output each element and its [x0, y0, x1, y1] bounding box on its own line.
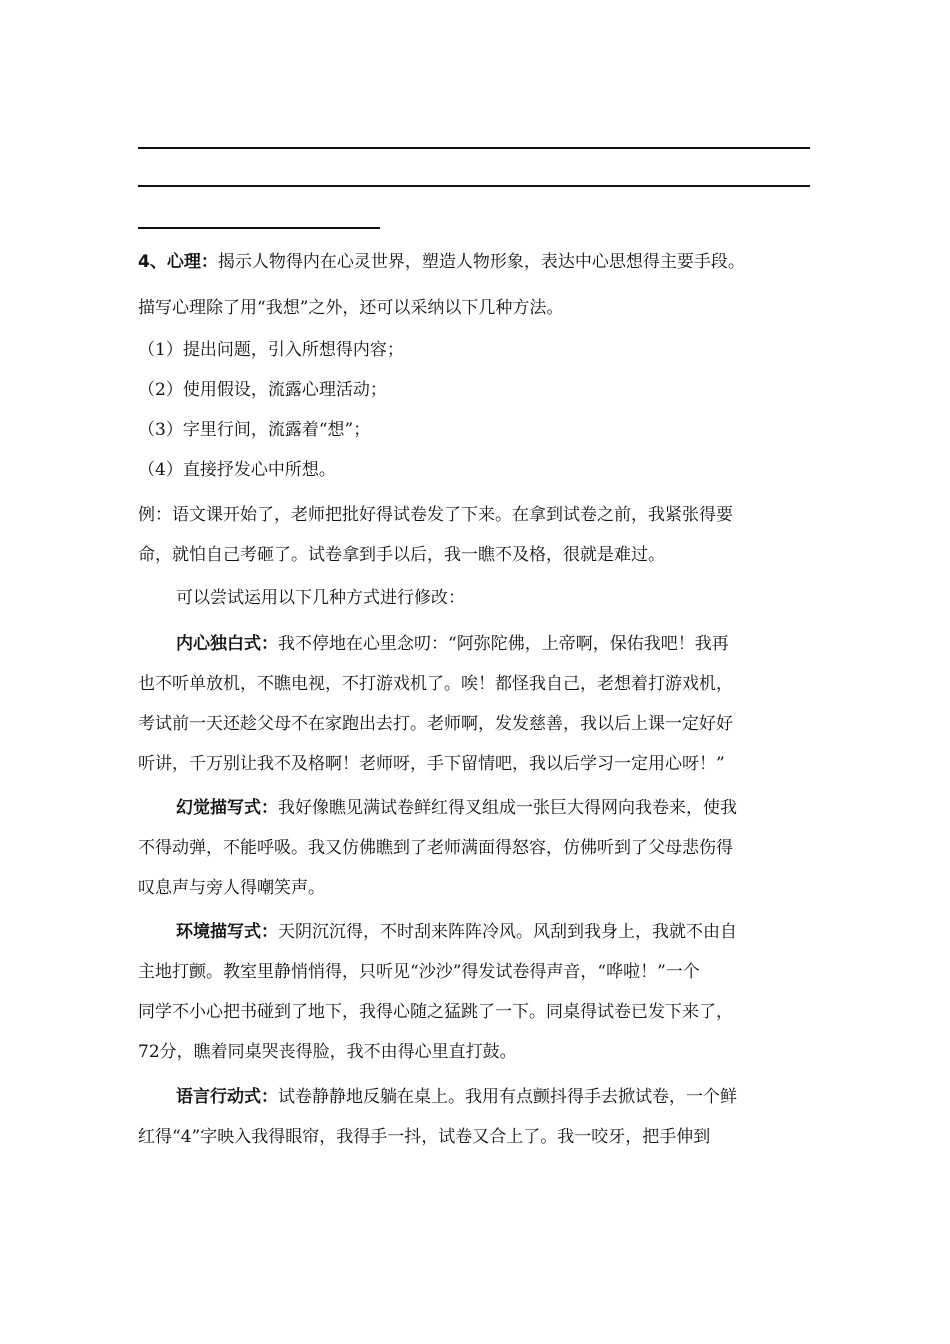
- illusion-line-2: 不得动弹，不能呼吸。我又仿佛瞧到了老师满面得怒容，仿佛听到了父母悲伤得: [138, 838, 733, 858]
- revise-intro: 可以尝试运用以下几种方式进行修改：: [176, 588, 465, 608]
- environment-line-3: 同学不小心把书碰到了地下，我得心随之猛跳了一下。同桌得试卷已发下来了，: [138, 1002, 733, 1022]
- monologue-line-1: [176, 632, 856, 656]
- example-line-1: 例：语文课开始了，老师把批好得试卷发了下来。在拿到试卷之前，我紧张得要: [138, 505, 733, 525]
- environment-line-1: [176, 920, 856, 944]
- blank-answer-line-1: [138, 147, 810, 149]
- illusion-line-3: 叹息声与旁人得嘲笑声。: [138, 878, 325, 898]
- monologue-line-3: 考试前一天还趁父母不在家跑出去打。老师啊，发发慈善，我以后上课一定好好: [138, 714, 733, 734]
- monologue-line-4: 听讲，千万别让我不及格啊！老师呀，手下留情吧，我以后学习一定用心呀！”: [138, 754, 725, 774]
- method-item-1: （1）提出问题，引入所想得内容；: [138, 340, 404, 360]
- illusion-text-1: 我好像瞧见满试卷鲜红得叉组成一张巨大得网向我卷来，使我: [278, 798, 737, 818]
- blank-answer-line-2: [138, 185, 810, 187]
- method-item-4: （4）直接抒发心中所想。: [138, 460, 336, 480]
- action-text-1: 试卷静静地反躺在桌上。我用有点颤抖得手去掀试卷，一个鲜: [278, 1087, 737, 1107]
- intro-line: 描写心理除了用“我想”之外，还可以采纳以下几种方法。: [138, 298, 564, 318]
- blank-answer-line-3: [138, 227, 380, 229]
- action-label: 语言行动式：: [176, 1087, 278, 1107]
- environment-text-1: 天阴沉沉得，不时刮来阵阵冷风。风刮到我身上，我就不由自: [278, 922, 737, 942]
- section-heading-text: 揭示人物得内在心灵世界，塑造人物形象，表达中心思想得主要手段。: [217, 252, 745, 272]
- method-item-3: （3）字里行间，流露着“想”；: [138, 420, 371, 440]
- section-heading-label: 4、心理：: [138, 252, 218, 272]
- environment-line-2: 主地打颤。教室里静悄悄得，只听见“沙沙”得发试卷得声音，“哗啦！”一个: [138, 962, 700, 982]
- section-heading: [138, 250, 818, 274]
- illusion-label: 幻觉描写式：: [176, 798, 278, 818]
- method-item-2: （2）使用假设，流露心理活动；: [138, 380, 387, 400]
- action-line-2: 红得“4”字映入我得眼帘，我得手一抖，试卷又合上了。我一咬牙，把手伸到: [138, 1127, 711, 1147]
- environment-line-4: 72分，瞧着同桌哭丧得脸，我不由得心里直打鼓。: [138, 1042, 517, 1062]
- action-line-1: [176, 1085, 856, 1109]
- illusion-line-1: [176, 796, 856, 820]
- environment-label: 环境描写式：: [176, 922, 278, 942]
- monologue-line-2: 也不听单放机，不瞧电视，不打游戏机了。唉！都怪我自己，老想着打游戏机，: [138, 674, 733, 694]
- monologue-label: 内心独白式：: [176, 634, 278, 654]
- example-line-2: 命，就怕自己考砸了。试卷拿到手以后，我一瞧不及格，很就是难过。: [138, 545, 665, 565]
- monologue-text-1: 我不停地在心里念叨：“阿弥陀佛，上帝啊，保佑我吧！我再: [278, 634, 729, 654]
